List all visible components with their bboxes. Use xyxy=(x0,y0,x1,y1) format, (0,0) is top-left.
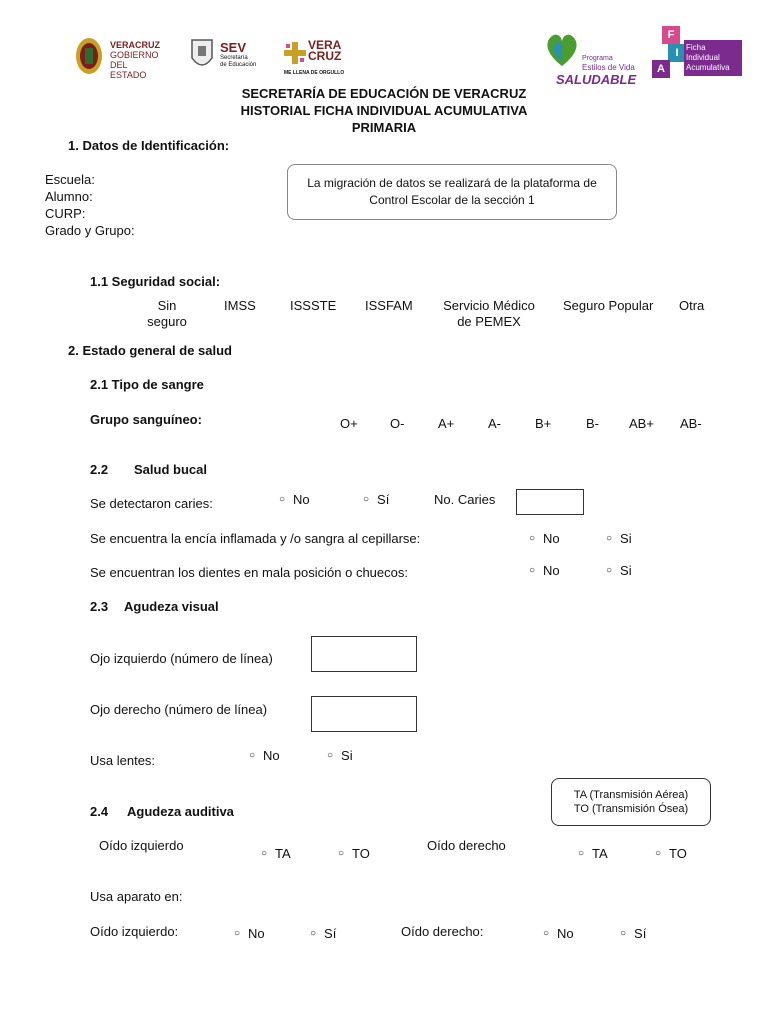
section1-1-title: 1.1 Seguridad social: xyxy=(90,274,221,289)
logo-ficha-individual-acumulativa xyxy=(648,26,744,82)
radio-bullet-icon: ○ xyxy=(578,848,585,859)
glasses-question: Usa lentes: xyxy=(90,753,156,768)
logo-saludable-line2: Estilos de Vida xyxy=(582,63,635,72)
logo-veracruz-line3: DEL ESTADO xyxy=(110,60,147,80)
radio-bullet-icon: ○ xyxy=(606,565,613,576)
glasses-yes-option[interactable] xyxy=(327,748,353,764)
logo-sev-title: SEV xyxy=(220,40,247,55)
blood-o-neg[interactable]: O- xyxy=(390,416,405,431)
section2-1-title: 2.1 Tipo de sangre xyxy=(90,377,204,392)
legend-ta: TA (Transmisión Aérea) xyxy=(573,789,689,801)
field-escuela: Escuela: xyxy=(45,172,95,187)
right-eye-input[interactable] xyxy=(311,696,417,732)
logo-gobierno-veracruz xyxy=(74,36,164,78)
blood-o-pos[interactable]: O+ xyxy=(340,416,358,431)
gums-yes-label: Si xyxy=(620,531,632,546)
block-a: A xyxy=(652,60,670,78)
field-alumno: Alumno: xyxy=(45,189,93,204)
right-ear-ta-label: TA xyxy=(592,846,608,861)
logo-fia-line1: Ficha xyxy=(686,43,706,52)
option-issfam[interactable]: ISSFAM xyxy=(365,298,413,313)
section2-title: 2. Estado general de salud xyxy=(68,343,232,358)
blood-b-neg[interactable]: B- xyxy=(586,416,599,431)
cross-pattern-icon xyxy=(284,42,306,64)
migration-note-box xyxy=(287,164,617,220)
radio-bullet-icon: ○ xyxy=(249,750,256,761)
section1-title: 1. Datos de Identificación: xyxy=(68,138,230,153)
radio-bullet-icon: ○ xyxy=(620,928,627,939)
field-curp: CURP: xyxy=(45,206,86,221)
option-imss[interactable]: IMSS xyxy=(224,298,256,313)
radio-bullet-icon: ○ xyxy=(529,533,536,544)
glasses-no-label: No xyxy=(263,748,280,763)
teeth-question: Se encuentran los dientes en mala posición o chuecos: xyxy=(90,565,408,580)
teeth-yes-label: Si xyxy=(620,563,632,578)
header-title-1: SECRETARÍA DE EDUCACIÓN DE VERACRUZ xyxy=(241,86,527,101)
option-otra[interactable]: Otra xyxy=(679,298,705,313)
caries-no-label: No xyxy=(293,492,310,507)
right-ear-label: Oído derecho xyxy=(427,838,506,853)
gums-no-option[interactable] xyxy=(529,531,560,547)
blood-ab-neg[interactable]: AB- xyxy=(680,416,702,431)
glasses-yes-label: Si xyxy=(341,748,353,763)
logo-vera-line2: CRUZ xyxy=(308,49,342,63)
radio-bullet-icon: ○ xyxy=(279,494,286,505)
logo-veracruz-line2: GOBIERNO xyxy=(110,50,159,60)
logo-sev xyxy=(190,38,270,78)
hearing-aid-left-no-option[interactable] xyxy=(234,926,265,942)
blood-a-pos[interactable]: A+ xyxy=(438,416,455,431)
left-ear-to-label: TO xyxy=(352,846,370,861)
hearing-aid-right-label: Oído derecho: xyxy=(401,924,484,939)
hearing-aid-right-no-label: No xyxy=(557,926,574,941)
hearing-aid-left-label: Oído izquierdo: xyxy=(90,924,179,939)
left-ear-to-option[interactable] xyxy=(338,846,370,862)
radio-bullet-icon: ○ xyxy=(606,533,613,544)
hearing-aid-left-yes-option[interactable] xyxy=(310,926,336,942)
caries-count-input[interactable] xyxy=(516,489,584,515)
blood-a-neg[interactable]: A- xyxy=(488,416,501,431)
caries-yes-label: Sí xyxy=(377,492,390,507)
gums-question: Se encuentra la encía inflamada y /o sangra al cepillarse: xyxy=(90,531,421,546)
right-eye-label: Ojo derecho (número de línea) xyxy=(90,702,268,717)
logo-vera-line1: VERA xyxy=(308,38,342,52)
right-ear-to-option[interactable] xyxy=(655,846,687,862)
logo-fia-line3: Acumulativa xyxy=(686,63,730,72)
section2-4-num: 2.4 xyxy=(90,804,109,819)
logo-saludable-line1: Programa xyxy=(582,55,613,62)
radio-bullet-icon: ○ xyxy=(261,848,268,859)
glasses-no-option[interactable] xyxy=(249,748,280,764)
option-issste[interactable]: ISSSTE xyxy=(290,298,337,313)
logo-fia-line2: Individual xyxy=(686,53,720,62)
radio-bullet-icon: ○ xyxy=(363,494,370,505)
hearing-aid-right-no-option[interactable] xyxy=(543,926,574,942)
option-pemex[interactable]: Servicio Médico de PEMEX xyxy=(443,298,535,329)
logo-vera-tag: ME LLENA DE ORGULLO xyxy=(284,70,345,76)
header-title-2: HISTORIAL FICHA INDIVIDUAL ACUMULATIVA xyxy=(240,103,528,118)
transmission-legend-box xyxy=(551,778,711,826)
section2-2-num: 2.2 xyxy=(90,462,109,477)
logo-vera-cruz xyxy=(284,40,374,80)
caries-count-label: No. Caries xyxy=(434,492,496,507)
radio-bullet-icon: ○ xyxy=(234,928,241,939)
radio-bullet-icon: ○ xyxy=(310,928,317,939)
left-ear-label: Oído izquierdo xyxy=(99,838,184,853)
logo-sev-sub1: Secretaría xyxy=(220,55,248,61)
left-eye-input[interactable] xyxy=(311,636,417,672)
field-grado-grupo: Grado y Grupo: xyxy=(45,223,135,238)
logo-fia-label xyxy=(684,40,742,76)
left-eye-label: Ojo izquierdo (número de línea) xyxy=(90,651,273,666)
radio-bullet-icon: ○ xyxy=(655,848,662,859)
shield-icon xyxy=(190,38,214,72)
section2-3-num: 2.3 xyxy=(90,599,109,614)
radio-bullet-icon: ○ xyxy=(338,848,345,859)
teeth-no-label: No xyxy=(543,563,560,578)
logo-saludable-line3: SALUDABLE xyxy=(556,72,637,87)
hearing-aid-right-yes-option[interactable] xyxy=(620,926,646,942)
right-ear-to-label: TO xyxy=(669,846,687,861)
blood-group-label: Grupo sanguíneo: xyxy=(90,412,202,427)
block-i: I xyxy=(668,44,686,62)
blood-b-pos[interactable]: B+ xyxy=(535,416,552,431)
section2-3-title: Agudeza visual xyxy=(124,599,219,614)
block-f: F xyxy=(662,26,680,44)
heart-leaves-icon xyxy=(542,32,582,68)
section2-2-title: Salud bucal xyxy=(134,462,207,477)
caries-question: Se detectaron caries: xyxy=(90,496,213,511)
hearing-aid-right-yes-label: Sí xyxy=(634,926,647,941)
hearing-aid-question: Usa aparato en: xyxy=(90,889,183,904)
header-title-3: PRIMARIA xyxy=(351,120,417,135)
logo-sev-sub2: de Educación xyxy=(220,62,257,68)
left-ear-ta-option[interactable] xyxy=(261,846,291,862)
migration-note-text: La migración de datos se realizará de la plataforma de Control Escolar de la sección 1 xyxy=(307,176,597,207)
radio-bullet-icon: ○ xyxy=(543,928,550,939)
hearing-aid-left-no-label: No xyxy=(248,926,265,941)
coat-of-arms-icon xyxy=(74,36,104,76)
logo-veracruz-line1: VERACRUZ xyxy=(110,40,161,50)
caries-no-option[interactable] xyxy=(279,492,310,508)
teeth-no-option[interactable] xyxy=(529,563,560,579)
right-ear-ta-option[interactable] xyxy=(578,846,608,862)
teeth-yes-option[interactable] xyxy=(606,563,632,579)
caries-yes-option[interactable] xyxy=(363,492,389,508)
radio-bullet-icon: ○ xyxy=(529,565,536,576)
logo-estilos-de-vida-saludable xyxy=(542,32,638,86)
section2-4-title: Agudeza auditiva xyxy=(127,804,234,819)
legend-to: TO (Transmisión Ósea) xyxy=(573,803,689,815)
blood-ab-pos[interactable]: AB+ xyxy=(629,416,654,431)
gums-yes-option[interactable] xyxy=(606,531,632,547)
gums-no-label: No xyxy=(543,531,560,546)
hearing-aid-left-yes-label: Sí xyxy=(324,926,337,941)
radio-bullet-icon: ○ xyxy=(327,750,334,761)
left-ear-ta-label: TA xyxy=(275,846,291,861)
option-sin-seguro[interactable]: Sin seguro xyxy=(147,298,187,329)
option-seguro-popular[interactable]: Seguro Popular xyxy=(563,298,654,313)
